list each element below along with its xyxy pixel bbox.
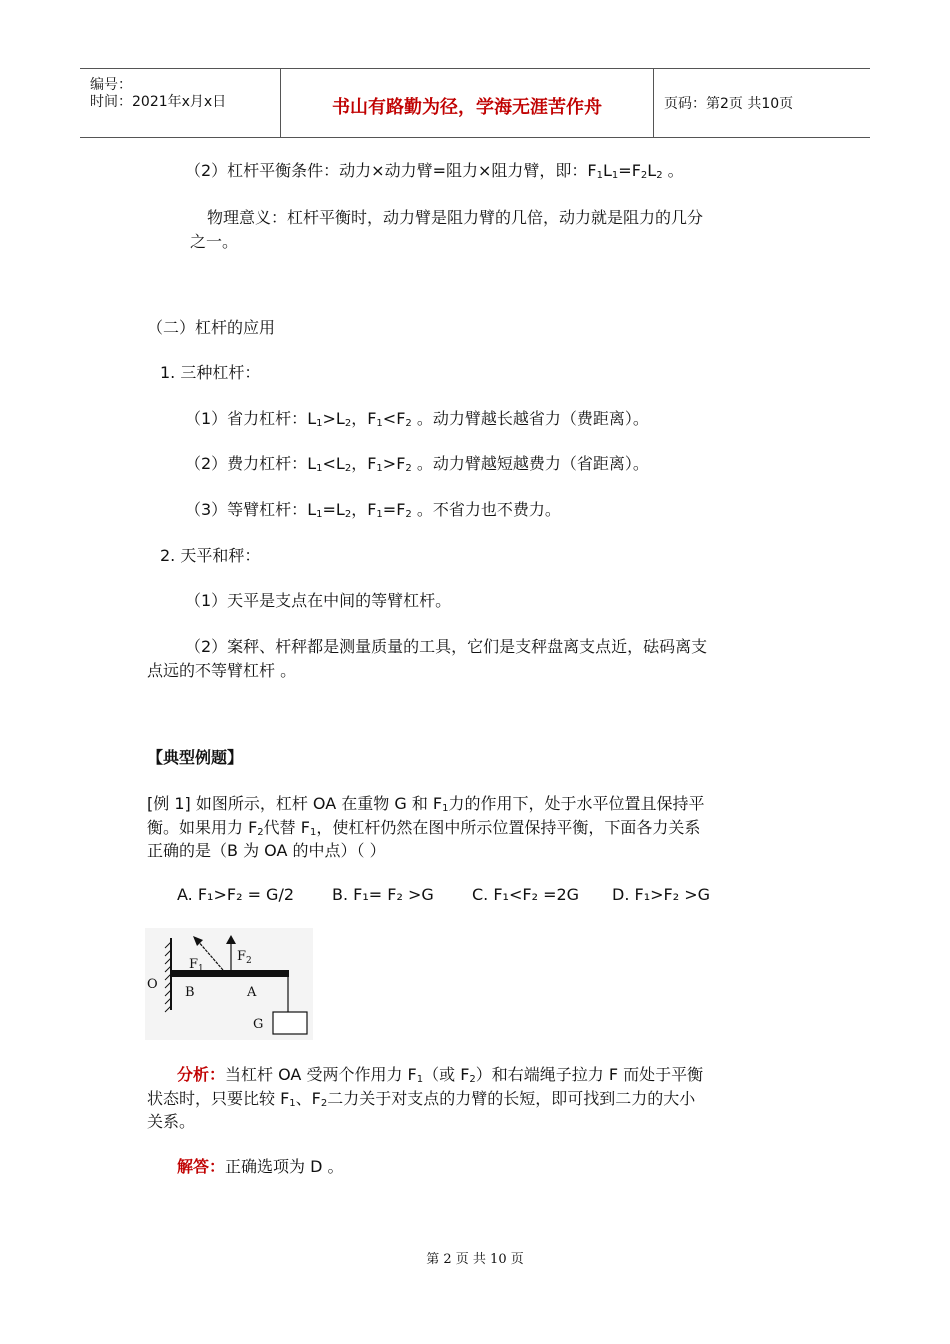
answer-label: 解答：	[177, 1157, 226, 1176]
label-f1: F	[189, 957, 199, 972]
list-item-three-levers: 1. 三种杠杆：	[160, 363, 261, 382]
option-a: A. F₁>F₂ = G/2	[177, 885, 295, 904]
date-label: 时间：2021年x月x日	[90, 94, 227, 110]
page-number-label: 页码：第2页 共10页	[664, 96, 794, 112]
label-a: A	[247, 985, 257, 1000]
lever-diagram-svg	[145, 928, 313, 1040]
label-f1-sub: 1	[198, 964, 204, 974]
weight-box	[273, 1012, 307, 1034]
lever-type-1: （1）省力杠杆：$L_1>L_2$，$F_1<F_2$ 。动力臂越长越省力（费距离）。	[185, 409, 649, 429]
lever-diagram	[145, 928, 313, 1040]
examples-heading: 【典型例题】	[147, 748, 244, 767]
balance-item-2-line-2: 点远的不等臂杠杆 。	[147, 661, 297, 680]
label-f2: F	[237, 949, 247, 964]
analysis-line-3: 关系。	[147, 1112, 196, 1131]
option-d: D. F₁>F₂ >G	[612, 885, 711, 904]
page-header	[80, 68, 870, 138]
analysis-label: 分析：	[177, 1065, 226, 1084]
motto: 书山有路勤为径，学海无涯苦作舟	[332, 97, 602, 118]
label-f2-sub: 2	[246, 956, 252, 966]
balance-condition: （2）杠杆平衡条件：动力×动力臂=阻力×阻力臂，即：$F_1L_1=F_2L_2$ 。	[185, 161, 684, 181]
lever-type-3: （3）等臂杠杆：$L_1=L_2$，$F_1=F_2$ 。不省力也不费力。	[185, 500, 561, 520]
label-g: G	[253, 1017, 264, 1032]
list-item-balance-scale: 2. 天平和秤：	[160, 546, 261, 565]
example-1-line-1: [例 1] 如图所示，杠杆 OA 在重物 G 和 $F_1$力的作用下，处于水平位置且保持平	[147, 794, 705, 814]
balance-item-2-line-1: （2）案秤、杆秤都是测量质量的工具，它们是支秤盘离支点近，砝码离支	[185, 637, 708, 656]
example-1-line-3: 正确的是（B 为 OA 的中点）（ ）	[147, 841, 386, 860]
analysis-line-1: 分析：当杠杆 OA 受两个作用力 $F_1$（或 $F_2$）和右端绳子拉力 F 而处于平衡	[177, 1065, 704, 1085]
option-b: B. F₁= F₂ >G	[332, 885, 434, 904]
lever-type-2: （2）费力杠杆：$L_1<L_2$，$F_1>F_2$ 。动力臂越短越费力（省距离）。	[185, 454, 649, 474]
answer-line: 解答：正确选项为 D 。	[177, 1157, 344, 1176]
page-footer: 第 2 页 共 10 页	[426, 1252, 524, 1267]
meaning-line-2: 之一。	[190, 232, 239, 251]
header-info-cell	[80, 69, 281, 137]
analysis-line-2: 状态时，只要比较 $F_1$、$F_2$二力关于对支点的力臂的长短，即可找到二力的大小	[147, 1089, 696, 1109]
section-title: （二）杠杆的应用	[147, 318, 276, 337]
number-label: 编号：	[90, 77, 132, 93]
balance-item-1: （1）天平是支点在中间的等臂杠杆。	[185, 591, 452, 610]
option-c: C. F₁<F₂ =2G	[472, 885, 580, 904]
example-1-line-2: 衡。如果用力 $F_2$代替 $F_1$，使杠杆仍然在图中所示位置保持平衡，下面各力关系	[147, 818, 701, 838]
label-b: B	[185, 985, 195, 1000]
label-o: O	[147, 977, 158, 992]
meaning-line-1: 物理意义：杠杆平衡时，动力臂是阻力臂的几倍，动力就是阻力的几分	[207, 208, 704, 227]
f2-arrow-head	[226, 935, 236, 944]
header-page-cell	[654, 69, 870, 137]
header-motto-cell	[281, 69, 654, 137]
